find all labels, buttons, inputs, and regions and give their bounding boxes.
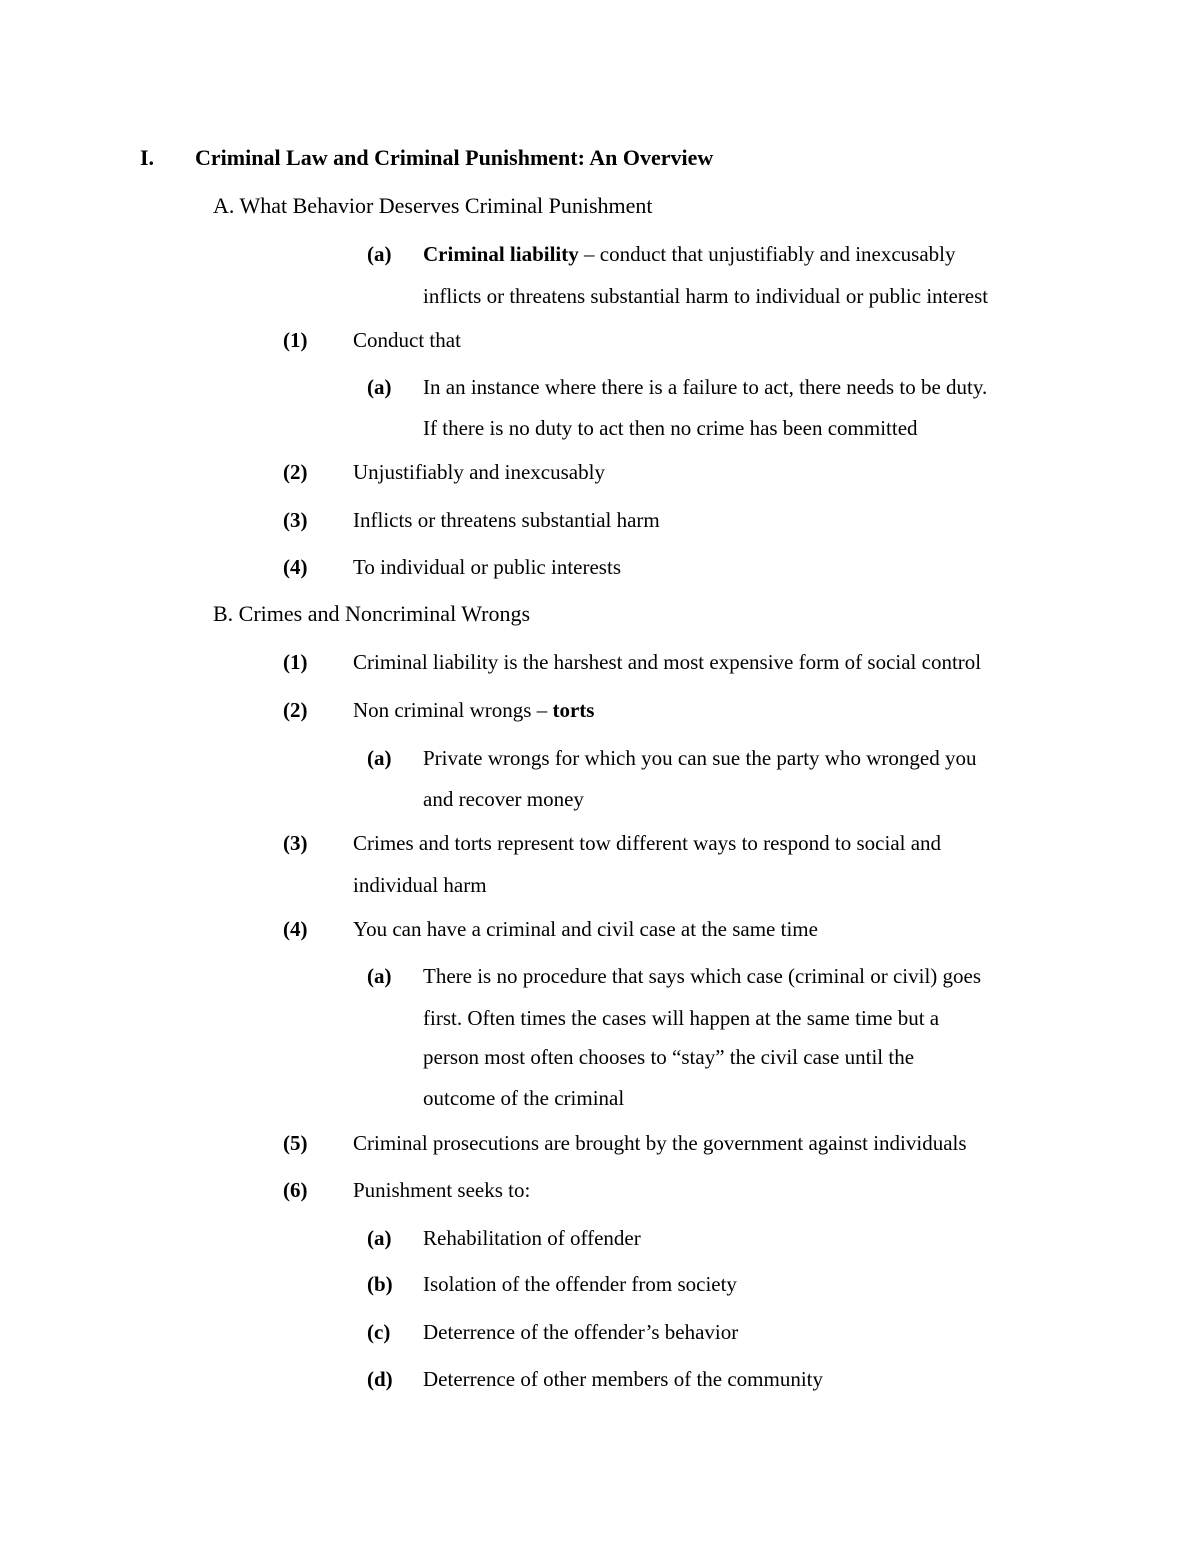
item-label: (2) xyxy=(283,460,308,484)
item-label: (1) xyxy=(283,650,308,674)
item-label: (a) xyxy=(367,375,392,399)
list-item-cont: first. Often times the cases will happen at the same time but a xyxy=(423,1006,940,1030)
criminal-liability-text: – conduct that unjustifiably and inexcusably xyxy=(578,242,956,266)
item-label: (4) xyxy=(283,555,308,579)
list-item: Conduct that xyxy=(353,328,461,352)
item-label: (2) xyxy=(283,698,308,722)
list-item: To individual or public interests xyxy=(353,555,621,579)
list-item: Punishment seeks to: xyxy=(353,1178,531,1202)
list-item-cont: If there is no duty to act then no crime has been committed xyxy=(423,416,918,440)
item-label: (1) xyxy=(283,328,308,352)
list-item: Unjustifiably and inexcusably xyxy=(353,460,605,484)
criminal-liability-text-cont: inflicts or threatens substantial harm to individual or public interest xyxy=(423,284,989,308)
section-a-title: A. What Behavior Deserves Criminal Punishment xyxy=(213,193,653,218)
list-item: Deterrence of the offender’s behavior xyxy=(423,1320,739,1344)
list-item: You can have a criminal and civil case at the same time xyxy=(353,917,818,941)
item-label: (a) xyxy=(367,242,392,266)
list-item: There is no procedure that says which case (criminal or civil) goes xyxy=(423,964,982,988)
list-item: In an instance where there is a failure to act, there needs to be duty. xyxy=(423,375,988,399)
item-label: (3) xyxy=(283,831,308,855)
list-item-cont: and recover money xyxy=(423,787,584,811)
criminal-liability-term: Criminal liability xyxy=(423,242,579,266)
list-item xyxy=(353,696,594,724)
list-item: Deterrence of other members of the community xyxy=(423,1367,824,1391)
list-item: Rehabilitation of offender xyxy=(423,1226,641,1250)
list-item: Isolation of the offender from society xyxy=(423,1272,737,1296)
item-label: (d) xyxy=(367,1367,393,1391)
list-item: Private wrongs for which you can sue the party who wronged you xyxy=(423,746,977,770)
list-item-cont: outcome of the criminal xyxy=(423,1086,625,1110)
list-item: Criminal liability is the harshest and most expensive form of social control xyxy=(353,650,982,674)
list-item: Inflicts or threatens substantial harm xyxy=(353,508,660,532)
item-label: (a) xyxy=(367,746,392,770)
item-label: (a) xyxy=(367,964,392,988)
item-label: (4) xyxy=(283,917,308,941)
item-label: (3) xyxy=(283,508,308,532)
item-label: (5) xyxy=(283,1131,308,1155)
criminal-liability-line xyxy=(423,240,956,268)
list-item-text: Non criminal wrongs – xyxy=(353,698,553,722)
list-item-cont: individual harm xyxy=(353,873,487,897)
heading-title: Criminal Law and Criminal Punishment: An Overview xyxy=(195,145,714,170)
heading-numeral: I. xyxy=(140,145,155,170)
section-b-title: B. Crimes and Noncriminal Wrongs xyxy=(213,601,531,626)
item-label: (6) xyxy=(283,1178,308,1202)
item-label: (c) xyxy=(367,1320,391,1344)
list-item: Crimes and torts represent tow different ways to respond to social and xyxy=(353,831,942,855)
torts-term: torts xyxy=(552,698,595,722)
list-item-cont: person most often chooses to “stay” the civil case until the xyxy=(423,1045,915,1069)
list-item: Criminal prosecutions are brought by the government against individuals xyxy=(353,1131,967,1155)
item-label: (b) xyxy=(367,1272,393,1296)
item-label: (a) xyxy=(367,1226,392,1250)
